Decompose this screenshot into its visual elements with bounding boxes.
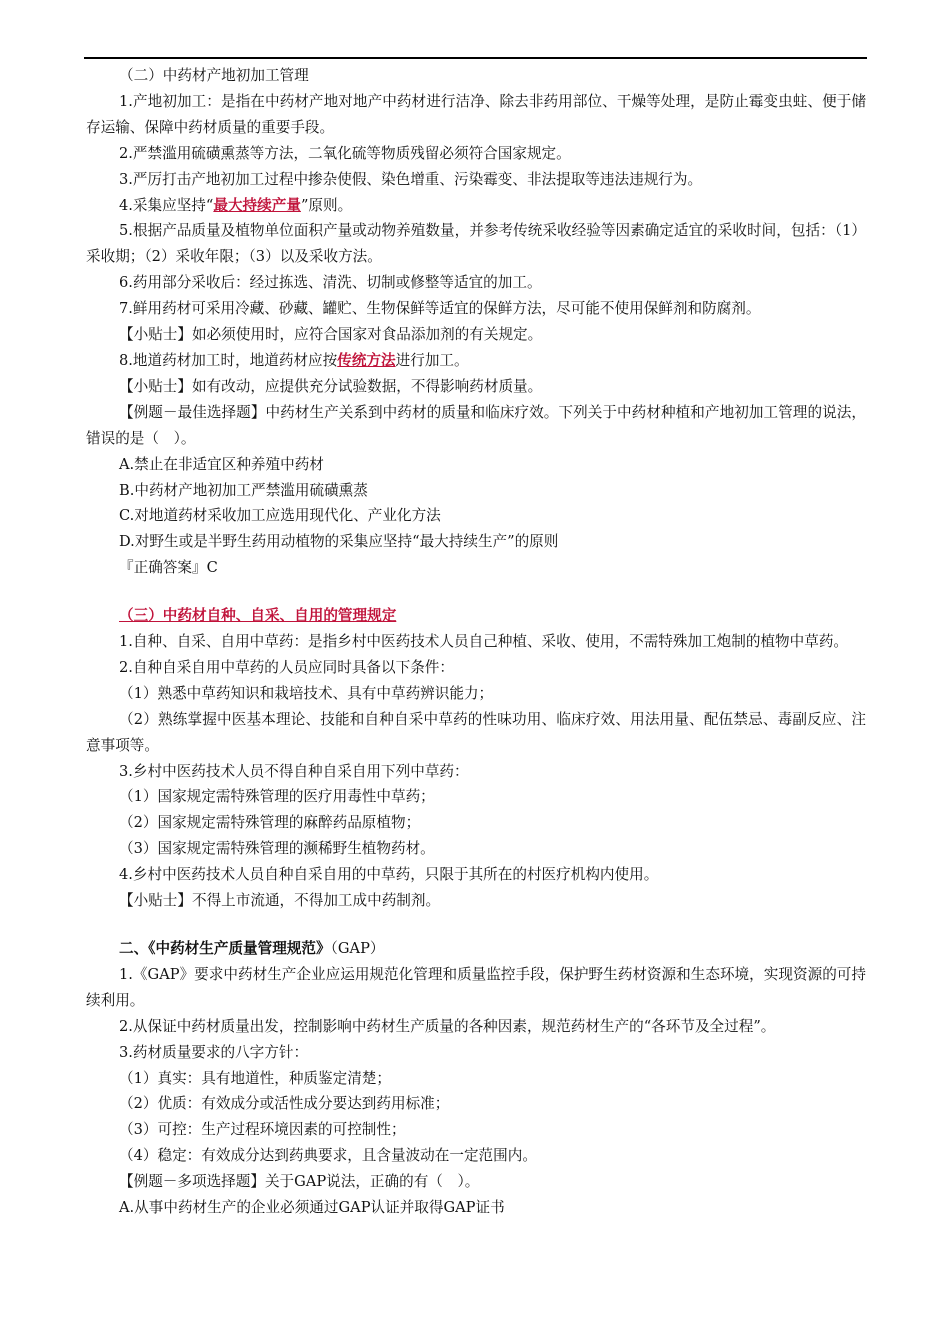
list-item: （1）熟悉中草药知识和栽培技术、具有中草药辨识能力； bbox=[119, 684, 494, 702]
section-title: 二、《中药材生产质量管理规范》 bbox=[119, 940, 331, 957]
section-heading bbox=[86, 936, 866, 962]
text: 8.地道药材加工时，地道药材应按 bbox=[119, 351, 338, 369]
paragraph: 7.鲜用药材可采用冷藏、砂藏、罐贮、生物保鲜等适宜的保鲜方法，尽可能不使用保鲜剂和防腐剂。 bbox=[119, 300, 761, 318]
option: A.从事中药材生产的企业必须通过GAP认证并取得GAP证书 bbox=[119, 1199, 505, 1217]
header-rule bbox=[84, 57, 867, 59]
list-item: （2）熟练掌握中医基本理论、技能和自种自采中草药的性味功用、临床疗效、用法用量、配伍禁忌、毒副反应、注意事项等。 bbox=[86, 710, 866, 754]
list-item: （2）国家规定需特殊管理的麻醉药品原植物； bbox=[119, 814, 421, 832]
highlight-text: 最大持续产量 bbox=[213, 196, 301, 214]
paragraph: 4.乡村中医药技术人员自种自采自用的中草药，只限于其所在的村医疗机构内使用。 bbox=[119, 866, 659, 884]
tip: 【小贴士】不得上市流通，不得加工成中药制剂。 bbox=[119, 892, 441, 910]
section-heading bbox=[86, 603, 866, 629]
tip: 【小贴士】如必须使用时，应符合国家对食品添加剂的有关规定。 bbox=[119, 326, 543, 344]
paragraph bbox=[86, 193, 866, 219]
list-item: （3）可控：生产过程环境因素的可控制性； bbox=[119, 1121, 406, 1139]
paragraph: 3.乡村中医药技术人员不得自种自采自用下列中草药： bbox=[119, 762, 469, 780]
tip: 【小贴士】如有改动，应提供充分试验数据，不得影响药材质量。 bbox=[119, 377, 543, 395]
section-title-tail: （GAP） bbox=[330, 940, 385, 957]
list-item: （3）国家规定需特殊管理的濒稀野生植物药材。 bbox=[119, 840, 435, 858]
list-item: （2）优质：有效成分或活性成分要达到药用标准； bbox=[119, 1095, 450, 1113]
paragraph: 2.从保证中药材质量出发，控制影响中药材生产质量的各种因素，规范药材生产的“各环节及全过程”。 bbox=[119, 1017, 776, 1035]
option: B.中药材产地初加工严禁滥用硫磺熏蒸 bbox=[119, 481, 368, 499]
paragraph: 3.药材质量要求的八字方针： bbox=[119, 1043, 309, 1061]
paragraph: 1.产地初加工：是指在中药材产地对地产中药材进行洁净、除去非药用部位、干燥等处理，是防止霉变虫蛀、便于储存运输、保障中药材质量的重要手段。 bbox=[86, 92, 866, 136]
option: A.禁止在非适宜区种养殖中药材 bbox=[119, 455, 324, 473]
answer: 『正确答案』C bbox=[119, 559, 218, 577]
text: 4.采集应坚持“ bbox=[119, 196, 214, 214]
paragraph: 1.《GAP》要求中药材生产企业应运用规范化管理和质量监控手段，保护野生药材资源和生态环境，实现资源的可持续利用。 bbox=[86, 965, 866, 1009]
paragraph: 2.严禁滥用硫磺熏蒸等方法，二氧化硫等物质残留必须符合国家规定。 bbox=[119, 144, 571, 162]
highlight-text: 传统方法 bbox=[337, 351, 396, 369]
section-title: （三）中药材自种、自采、自用的管理规定 bbox=[119, 607, 397, 625]
paragraph: 5.根据产品质量及植物单位面积产量或动物养殖数量，并参考传统采收经验等因素确定适宜的采收时间，包括：（1）采收期；（2）采收年限；（3）以及采收方法。 bbox=[86, 222, 866, 266]
paragraph: 1.自种、自采、自用中草药：是指乡村中医药技术人员自己种植、采收、使用，不需特殊加工炮制的植物中草药。 bbox=[119, 633, 849, 651]
paragraph: 2.自种自采自用中草药的人员应同时具备以下条件： bbox=[119, 658, 454, 676]
list-item: （1）国家规定需特殊管理的医疗用毒性中草药； bbox=[119, 788, 435, 806]
document-body bbox=[86, 63, 866, 1221]
paragraph: 3.严厉打击产地初加工过程中掺杂使假、染色增重、污染霉变、非法提取等违法违规行为。 bbox=[119, 170, 703, 188]
option: C.对地道药材采收加工应选用现代化、产业化方法 bbox=[119, 507, 441, 525]
example-question: 【例题－多项选择题】关于GAP说法，正确的有（ ）。 bbox=[119, 1173, 480, 1191]
paragraph: 6.药用部分采收后：经过拣选、清洗、切制或修整等适宜的加工。 bbox=[119, 274, 542, 292]
example-question: 【例题－最佳选择题】中药材生产关系到中药材的质量和临床疗效。下列关于中药材种植和产地初加工管理的说法，错误的是（ ）。 bbox=[86, 403, 866, 447]
text: ”原则。 bbox=[300, 196, 353, 214]
paragraph bbox=[86, 348, 866, 374]
text: 进行加工。 bbox=[395, 351, 469, 369]
list-item: （1）真实：具有地道性，种质鉴定清楚； bbox=[119, 1069, 391, 1087]
list-item: （4）稳定：有效成分达到药典要求，且含量波动在一定范围内。 bbox=[119, 1147, 537, 1165]
section-heading: （二）中药材产地初加工管理 bbox=[119, 67, 309, 84]
option: D.对野生或是半野生药用动植物的采集应坚持“最大持续生产”的原则 bbox=[119, 533, 559, 551]
